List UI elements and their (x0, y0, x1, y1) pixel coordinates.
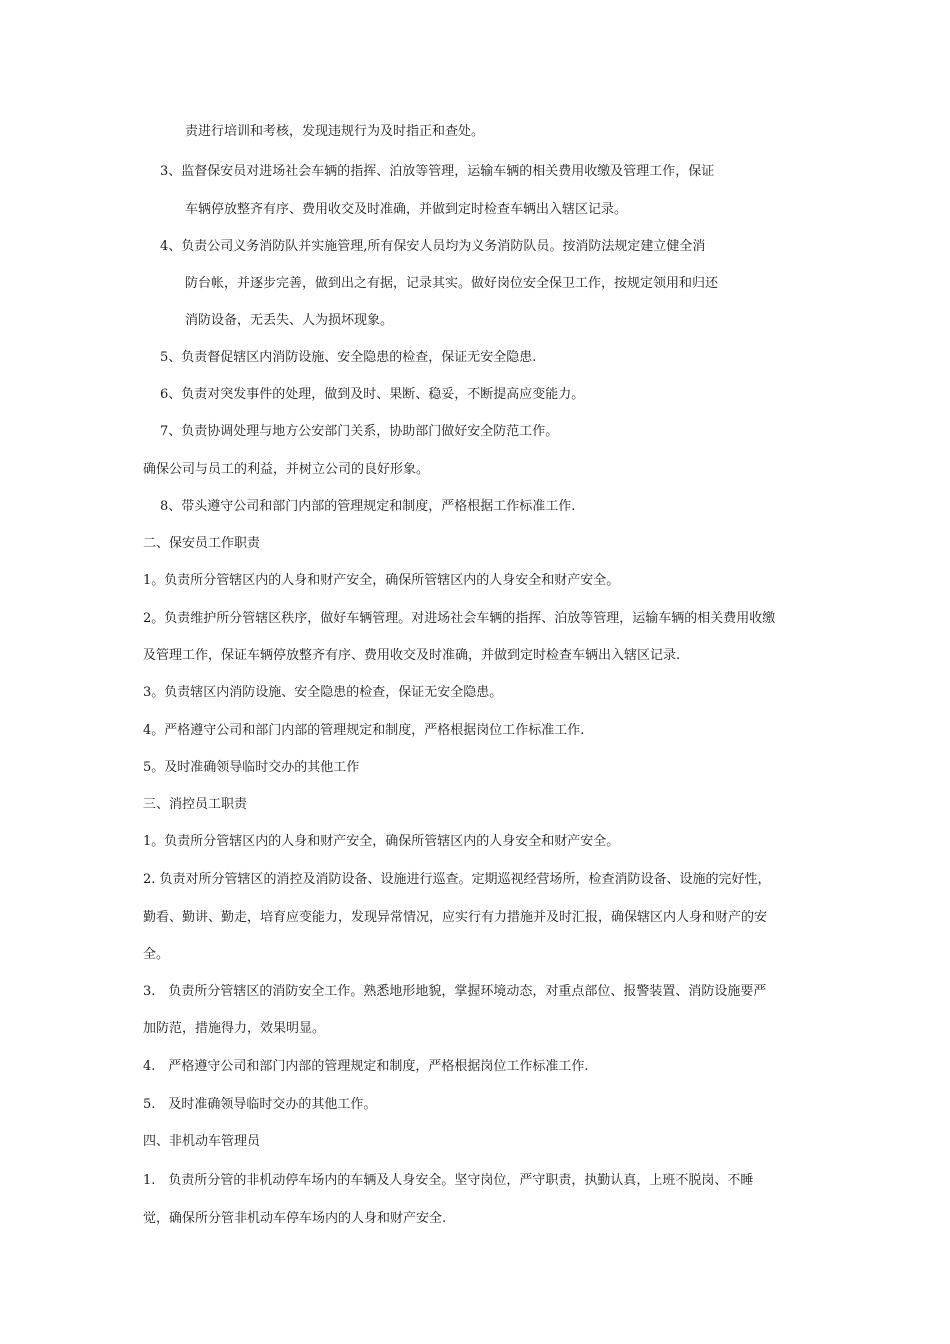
paragraph-line: 4。严格遵守公司和部门内部的管理规定和制度，严格根据岗位工作标准工作. (143, 723, 585, 738)
paragraph-line: 觉，确保所分管非机动车停车场内的人身和财产安全. (143, 1211, 447, 1226)
paragraph-line: 2。负责维护所分管辖区秩序，做好车辆管理。对进场社会车辆的指挥、泊放等管理，运输车辆的相关费用收缴 (143, 611, 776, 626)
paragraph-line: 7、负责协调处理与地方公安部门关系，协助部门做好安全防范工作。 (160, 424, 559, 439)
paragraph-line: 1. 负责所分管的非机动停车场内的车辆及人身安全。坚守岗位，严守职责，执勤认真，上班不脱岗、不睡 (143, 1173, 754, 1188)
paragraph-line: 2. 负责对所分管辖区的消控及消防设备、设施进行巡查。定期巡视经营场所，检查消防设备、设施的完好性， (143, 872, 771, 887)
paragraph-line: 6、负责对突发事件的处理，做到及时、果断、稳妥，不断提高应变能力。 (160, 387, 585, 402)
paragraph-line: 加防范，措施得力，效果明显。 (143, 1021, 326, 1036)
paragraph-line: 5、负责督促辖区内消防设施、安全隐患的检查，保证无安全隐患. (160, 350, 537, 365)
paragraph-line: 3. 负责所分管辖区的消防安全工作。熟悉地形地貌，掌握环境动态，对重点部位、报警装置、消防设施要严 (143, 984, 767, 999)
paragraph-line: 5。及时准确领导临时交办的其他工作 (143, 760, 360, 775)
paragraph-line: 及管理工作，保证车辆停放整齐有序、费用收交及时准确，并做到定时检查车辆出入辖区记录. (143, 648, 681, 663)
paragraph-line: 1。负责所分管辖区内的人身和财产安全，确保所管辖区内的人身安全和财产安全。 (143, 834, 620, 849)
paragraph-line: 全。 (143, 947, 170, 962)
paragraph-line: 4. 严格遵守公司和部门内部的管理规定和制度，严格根据岗位工作标准工作. (143, 1059, 589, 1074)
paragraph-line: 3、监督保安员对进场社会车辆的指挥、泊放等管理，运输车辆的相关费用收缴及管理工作，保证 (160, 164, 715, 179)
paragraph-line: 消防设备，无丢失、人为损坏现象。 (185, 313, 394, 328)
section-heading: 二、保安员工作职责 (143, 536, 261, 551)
section-heading: 三、消控员工职责 (143, 797, 248, 812)
paragraph-line: 责进行培训和考核，发现违规行为及时指正和查处。 (185, 124, 485, 139)
paragraph-line: 5. 及时准确领导临时交办的其他工作。 (143, 1097, 377, 1112)
paragraph-line: 确保公司与员工的利益，并树立公司的良好形象。 (143, 462, 430, 477)
paragraph-line: 1。负责所分管辖区内的人身和财产安全，确保所管辖区内的人身安全和财产安全。 (143, 573, 620, 588)
paragraph-line: 8、带头遵守公司和部门内部的管理规定和制度，严格根据工作标准工作. (160, 499, 576, 514)
paragraph-line: 4、负责公司义务消防队并实施管理,所有保安人员均为义务消防队员。按消防法规定建立健全消 (160, 239, 706, 254)
paragraph-line: 车辆停放整齐有序、费用收交及时准确，并做到定时检查车辆出入辖区记录。 (185, 202, 628, 217)
section-heading: 四、非机动车管理员 (143, 1134, 261, 1149)
paragraph-line: 3。负责辖区内消防设施、安全隐患的检查，保证无安全隐患。 (143, 685, 503, 700)
paragraph-line: 防台帐，并逐步完善，做到出之有据，记录其实。做好岗位安全保卫工作，按规定领用和归还 (185, 276, 719, 291)
paragraph-line: 勤看、勤讲、勤走，培育应变能力，发现异常情况，应实行有力措施并及时汇报，确保辖区内人身和财产的安 (143, 910, 768, 925)
